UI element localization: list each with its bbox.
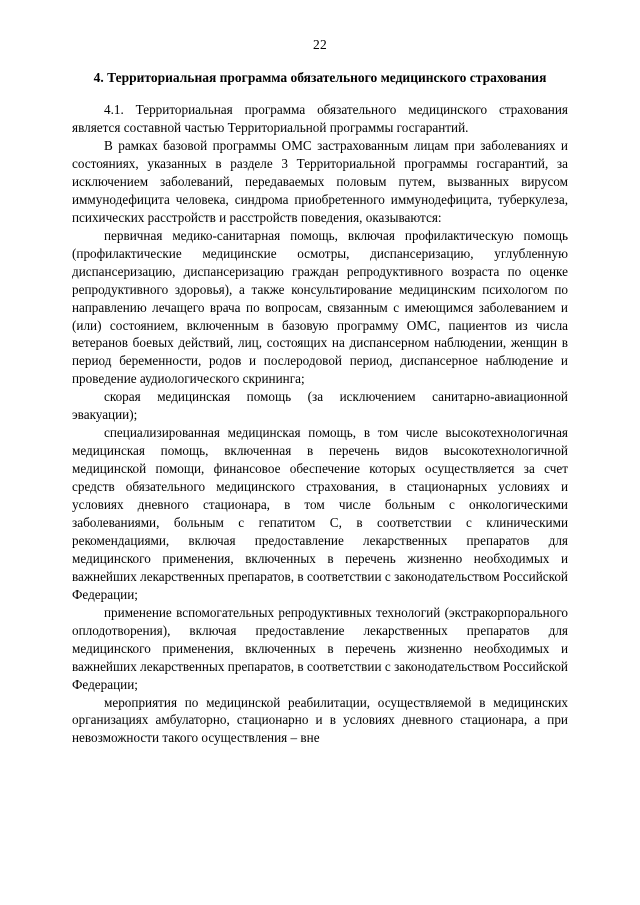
page-number: 22 xyxy=(313,37,327,52)
page-title: 4. Территориальная программа обязательного медицинского страхования xyxy=(93,69,547,85)
paragraph: специализированная медицинская помощь, в том числе высокотехнологичная медицинская помощь, включенная в перечень видов высокотехнологичной медицинской помощи, финансовое обеспечение которых осуществляется за счет средств обязательного медицинского страхования, в стационарных условиях и условиях дневного стационара, в том числе больным с онкологическими заболеваниями, больным с гепатитом С, в соответствии с клиническими рекомендациями, включая предоставление лекарственных препаратов для медицинского применения, включенных в перечень жизненно необходимых и важнейших лекарственных препаратов, в соответствии с законодательством Российской Федерации; xyxy=(72,425,568,602)
paragraph: 4.1. Территориальная программа обязательного медицинского страхования является составной частью Территориальной программы госгарантий. xyxy=(72,102,568,136)
paragraph: скорая медицинская помощь (за исключением санитарно-авиационной эвакуации); xyxy=(72,389,568,423)
paragraph: применение вспомогательных репродуктивных технологий (экстракорпорального оплодотворения), включая предоставление лекарственных препаратов для медицинского применения, включенных в перечень жизненно необходимых и важнейших лекарственных препаратов, в соответствии с законодательством Российской Федерации; xyxy=(72,604,568,692)
paragraph: мероприятия по медицинской реабилитации, осуществляемой в медицинских организациях амбулаторно, стационарно и в условиях дневного стационара, а при невозможности такого осуществления – вне xyxy=(72,694,568,746)
paragraph: В рамках базовой программы ОМС застрахованным лицам при заболеваниях и состояниях, указанных в разделе 3 Территориальной программы госгарантий, за исключением заболеваний, передаваемых половым путем, вызванных вирусом иммунодефицита человека, синдрома приобретенного иммунодефицита, туберкулеза, психических расстройств и расстройств поведения, оказываются: xyxy=(72,137,568,225)
paragraph: первичная медико-санитарная помощь, включая профилактическую помощь (профилактические медицинские осмотры, диспансеризацию, углубленную диспансеризацию, диспансеризацию граждан репродуктивного возраста по оценке репродуктивного здоровья), а также консультирование медицинским психологом по направлению лечащего врача по вопросам, связанным с имеющимся заболеванием и (или) состоянием, включенным в базовую программу ОМС, пациентов из числа ветеранов боевых действий, лиц, состоящих на диспансерном наблюдении, женщин в период беременности, родов и послеродовой период, диспансерное наблюдение и проведение аудиологического скрининга; xyxy=(72,227,568,387)
